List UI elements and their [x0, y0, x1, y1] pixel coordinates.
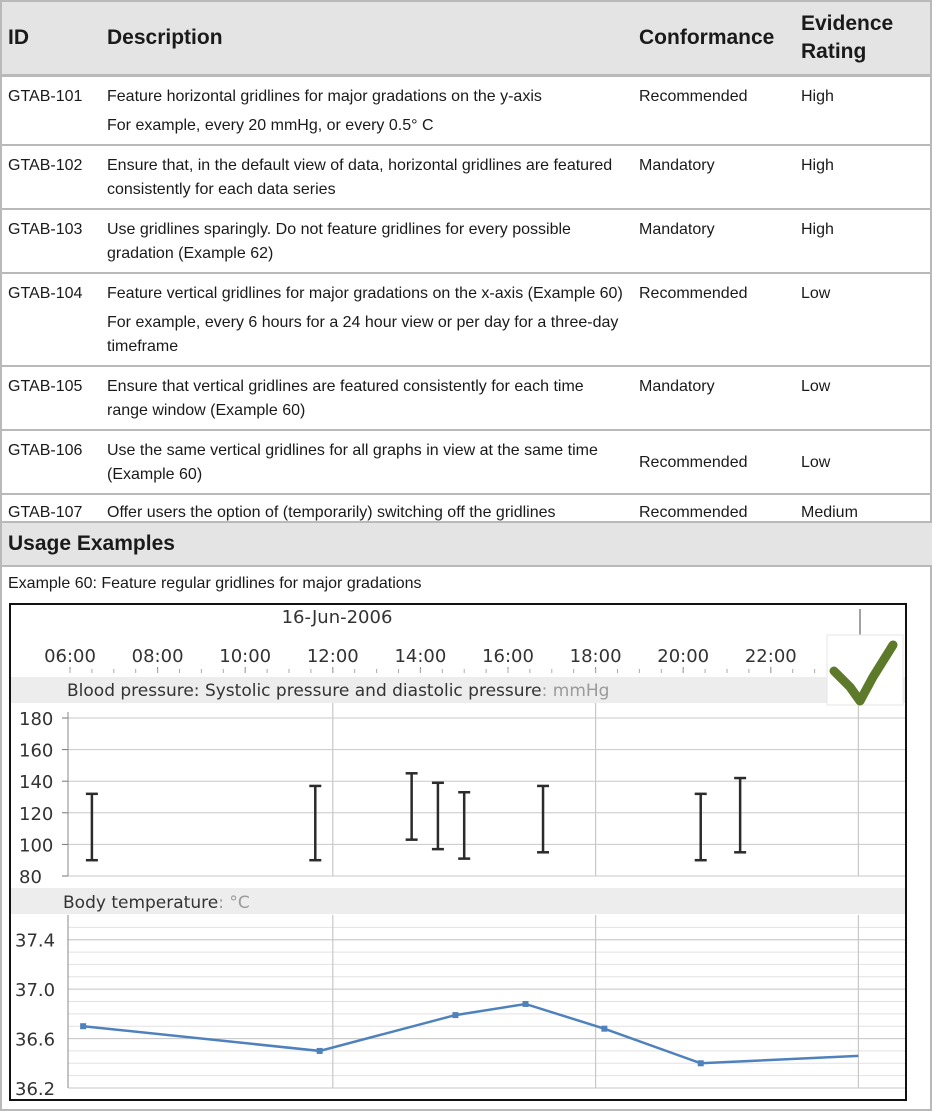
row-description: Use the same vertical gridlines for all graphs in view at the same time (Example 60) [101, 430, 633, 494]
bp-title [67, 681, 609, 701]
table-row [1, 145, 931, 209]
row-id: GTAB-104 [1, 273, 101, 366]
table-row [1, 76, 931, 146]
time-tick-label: 14:00 [394, 646, 447, 667]
row-id: GTAB-102 [1, 145, 101, 209]
time-tick-label: 12:00 [306, 646, 359, 667]
bp-y-tick-label: 180 [19, 709, 54, 730]
date-label: 16-Jun-2006 [281, 607, 393, 628]
row-conformance: Recommended [633, 76, 795, 146]
usage-examples-heading: Usage Examples [0, 521, 932, 567]
bp-y-tick-label: 160 [19, 740, 54, 762]
row-id: GTAB-103 [1, 209, 101, 273]
bp-y-tick-label: 140 [19, 772, 54, 794]
row-conformance: Recommended [633, 273, 795, 366]
row-evidence-rating: Low [795, 366, 931, 430]
time-tick-label: 06:00 [44, 646, 96, 667]
bp-unit: : mmHg [541, 681, 610, 701]
row-description: Ensure that, in the default view of data, horizontal gridlines are featured consistently for each data series [101, 145, 633, 209]
row-evidence-rating: High [795, 145, 931, 209]
temp-y-tick-label: 36.2 [15, 1079, 56, 1099]
guideline-table [0, 0, 932, 533]
temp-data-point [523, 1001, 529, 1007]
column-header-description: Description [101, 1, 633, 76]
time-tick-label: 20:00 [657, 646, 710, 667]
bp-y-tick-label: 100 [19, 835, 54, 857]
row-conformance: Recommended [633, 494, 795, 532]
time-tick-label: 22:00 [744, 646, 797, 667]
row-conformance: Mandatory [633, 145, 795, 209]
description-example: For example, every 20 mmHg, or every 0.5° C [107, 117, 434, 134]
evidence-header-line2: Rating [801, 40, 867, 63]
row-id: GTAB-107 [1, 494, 101, 532]
description-example: For example, every 6 hours for a 24 hour view or per day for a three-day timeframe [107, 314, 619, 355]
bp-y-tick-label: 120 [19, 803, 54, 825]
bp-y-tick-label: 80 [19, 867, 42, 888]
row-description [101, 273, 633, 366]
row-conformance: Mandatory [633, 366, 795, 430]
column-header-id: ID [1, 1, 101, 76]
description-text: Feature horizontal gridlines for major gradations on the y-axis [107, 88, 542, 105]
temp-y-tick-label: 37.4 [15, 930, 56, 952]
column-header-evidence-rating [795, 1, 931, 76]
row-description: Offer users the option of (temporarily) switching off the gridlines [101, 494, 633, 532]
row-id: GTAB-105 [1, 366, 101, 430]
row-evidence-rating: Low [795, 430, 931, 494]
row-evidence-rating: Medium [795, 494, 931, 532]
table-row [1, 209, 931, 273]
time-tick-label: 16:00 [482, 646, 534, 667]
column-header-conformance: Conformance [633, 1, 795, 76]
row-description: Ensure that vertical gridlines are featured consistently for each time range window (Example 60) [101, 366, 633, 430]
temp-data-point [80, 1023, 86, 1029]
temp-data-point [452, 1012, 458, 1018]
table-row [1, 366, 931, 430]
evidence-header-line1: Evidence [801, 12, 894, 35]
time-tick-label: 10:00 [219, 646, 272, 667]
row-evidence-rating: High [795, 76, 931, 146]
table-row [1, 430, 931, 494]
row-id: GTAB-106 [1, 430, 101, 494]
row-description [101, 76, 633, 146]
gridline-example-chart [11, 605, 905, 1099]
checkmark-icon [827, 635, 903, 705]
row-conformance: Mandatory [633, 209, 795, 273]
example-caption: Example 60: Feature regular gridlines for major gradations [8, 575, 422, 592]
temp-data-point [317, 1048, 323, 1054]
bp-title-text: Blood pressure: Systolic pressure and diastolic pressure [67, 681, 542, 701]
table-header-row [1, 1, 931, 76]
time-tick-label: 08:00 [131, 646, 184, 667]
row-evidence-rating: High [795, 209, 931, 273]
temp-data-point [601, 1026, 607, 1032]
table-row [1, 273, 931, 366]
temp-title [63, 893, 250, 913]
temp-data-point [698, 1060, 704, 1066]
temp-y-tick-label: 37.0 [15, 980, 56, 1002]
row-evidence-rating: Low [795, 273, 931, 366]
row-description: Use gridlines sparingly. Do not feature gridlines for every possible gradation (Example 62) [101, 209, 633, 273]
time-tick-label: 18:00 [569, 646, 622, 667]
temp-unit: : °C [218, 893, 250, 913]
row-conformance: Recommended [633, 430, 795, 494]
temp-title-text: Body temperature [63, 893, 219, 913]
description-text: Feature vertical gridlines for major gradations on the x-axis (Example 60) [107, 285, 623, 302]
row-id: GTAB-101 [1, 76, 101, 146]
example-figure [9, 603, 907, 1101]
temp-y-tick-label: 36.6 [15, 1029, 56, 1051]
